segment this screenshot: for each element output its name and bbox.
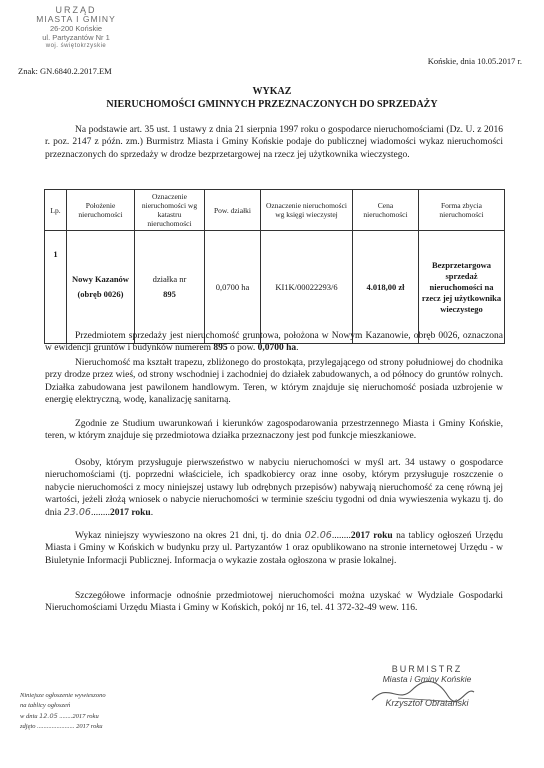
- stamp-line: woj. świętokrzyskie: [45, 43, 107, 49]
- parcel-number-inline: 895: [213, 343, 228, 354]
- note-line: na tablicy ogłoszeń: [20, 702, 71, 709]
- posting-note: [20, 691, 106, 732]
- posting-text: Wykaz niniejszy wywieszono na okres 21 dni, tj. do dnia: [75, 531, 305, 541]
- posting-paragraph: [45, 530, 503, 567]
- note-line: [20, 711, 106, 722]
- signer-office: Miasta i Gminy Końskie: [382, 674, 472, 684]
- land-register-cell: KI1K/00022293/6: [261, 231, 353, 344]
- period: .: [150, 507, 154, 518]
- zoning-paragraph: Zgodnie ze Studium uwarunkowań i kierunków zagospodarowania przestrzennego Miasta i Gminy Końskie, teren, w którym znajduje się przedmiotowa działka przeznaczony jest pod funkcje mieszkaniowe.: [45, 419, 503, 442]
- table-header-row: [45, 190, 505, 231]
- subject-text: o pow.: [227, 343, 258, 354]
- location-name: Nowy Kazanów: [72, 274, 129, 284]
- property-table: [44, 189, 505, 344]
- signer-role: BURMISTRZ: [391, 664, 463, 674]
- posting-text: na tablicy ogłoszeń Urzędu Miasta i Gminy w Końskich w budynku przy ul. Partyzantów 1 oraz opublikowano na stronie internetowej Urzędu - w Biuletynie Informacji Publicznej. Informacja o wykazie została ogłoszona w prasie lokalnej.: [45, 531, 503, 566]
- parcel-number: 895: [163, 289, 176, 299]
- stamp-line: 26-200 Końskie: [49, 24, 103, 33]
- document-subtitle: NIERUCHOMOŚCI GMINNYCH PRZEZNACZONYCH DO SPRZEDAŻY: [106, 99, 438, 110]
- table-header-cell: Oznaczenie nieruchomości wg katastru nieruchomości: [135, 190, 205, 231]
- row-number: 1: [45, 231, 67, 344]
- handwritten-date: 23.06: [63, 506, 91, 518]
- stamp-line: URZĄD: [55, 5, 97, 15]
- table-row: [45, 231, 505, 344]
- place-and-date: Końskie, dnia 10.05.2017 r.: [427, 56, 522, 66]
- reference-number: Znak: GN.6840.2.2017.EM: [18, 66, 112, 76]
- table-header-cell: Cena nieruchomości: [353, 190, 419, 231]
- subject-paragraph: [45, 330, 503, 355]
- sale-form-cell: Bezprzetargowa sprzedaż nieruchomości na rzecz jej użytkownika wieczystego: [419, 231, 505, 344]
- signer-name: Krzysztof Obratański: [385, 698, 469, 708]
- year-text: 2017 roku: [109, 507, 151, 518]
- table-header-cell: Pow. działki: [205, 190, 261, 231]
- pre-emption-text: Osoby, którym przysługuje pierwszeństwo w nabyciu nieruchomości w myśl art. 34 ustawy o gospodarce nieruchomościami (tj. poprzedni właściciele, ich spadkobiercy oraz inne osoby, którym przysługuje roszczenie o nabycie nieruchomości z mocy niniejszej ustawy lub odrębnych przepisów) nabywają nieruchomość za cenę równą jej wartości, jeżeli złożą wniosek o nabycie nieruchomości w terminie sześciu tygodni od dnia wywieszenia wykazu tj. do dnia: [45, 458, 503, 518]
- table-header-cell: Forma zbycia nieruchomości: [419, 190, 505, 231]
- stamp-line: ul. Partyzantów Nr 1: [42, 33, 110, 42]
- pre-emption-paragraph: [45, 457, 503, 519]
- area-inline: 0,0700 ha: [257, 343, 297, 354]
- location-precinct: (obręb 0026): [77, 289, 124, 299]
- office-stamp: [22, 6, 130, 51]
- parcel-cell: [135, 231, 205, 344]
- stamp-line: MIASTA I GMINY: [36, 14, 116, 24]
- area-cell: 0,0700 ha: [205, 231, 261, 344]
- note-line: zdjęto ....................... 2017 roku: [20, 723, 103, 730]
- contact-paragraph: Szczegółowe informacje odnośnie przedmiotowej nieruchomości można uzyskać w Wydziale Gospodarki Nieruchomościami Urzędu Miasta i Gminy w Końskich, pokój nr 16, tel. 41 372-32-49 wew. 116.: [45, 591, 503, 614]
- dotted-line: ........: [331, 531, 351, 541]
- handwritten-date: 02.06: [304, 530, 332, 541]
- location-cell: [67, 231, 135, 344]
- subject-text: .: [296, 343, 299, 354]
- table-header-cell: Lp.: [45, 190, 67, 231]
- handwritten-signature: [368, 676, 478, 708]
- dotted-line: ........: [90, 507, 110, 518]
- subject-text: Przedmiotem sprzedaży jest nieruchomość gruntowa, położona w Nowym Kazanowie, obręb 0026, oznaczona w ewidencji gruntów i budynków numerem: [45, 331, 503, 354]
- year-text: 2017 roku: [350, 531, 393, 541]
- table-header-cell: Położenie nieruchomości: [67, 190, 135, 231]
- handwritten-date: 12.05: [39, 712, 58, 720]
- description-paragraph: Nieruchomość ma kształt trapezu, zbliżonego do prostokąta, przylegającego od strony południowej do chodnika przy drodze przez wieś, od strony wschodniej i zachodniej do działek zabudowanych, a od północy do gruntów rolnych. Działka zabudowana jest pawilonem handlowym. Teren, w którym znajduje się nieruchomość posiada uzbrojenie w energię elektryczną, wodę, kanalizację sanitarną.: [45, 358, 503, 406]
- table-header-cell: Oznaczenie nieruchomości wg księgi wieczystej: [261, 190, 353, 231]
- price-cell: 4.018,00 zł: [353, 231, 419, 344]
- note-text: w dniu: [20, 713, 40, 720]
- note-text: ........2017 roku: [57, 713, 99, 720]
- note-line: Niniejsze ogłoszenie wywieszono: [20, 692, 106, 699]
- document-title: WYKAZ: [252, 86, 292, 97]
- intro-paragraph: Na podstawie art. 35 ust. 1 ustawy z dnia 21 sierpnia 1997 roku o gospodarce nieruchomościami (Dz. U. z 2016 r. poz. 2147 z późn. zm.) Burmistrz Miasta i Gminy Końskie podaje do publicznej wiadomości wykaz nieruchomości przeznaczonych do sprzedaży w drodze bezprzetargowej na rzecz jej użytkownika wieczystego.: [45, 125, 503, 160]
- parcel-label: działka nr: [152, 274, 187, 284]
